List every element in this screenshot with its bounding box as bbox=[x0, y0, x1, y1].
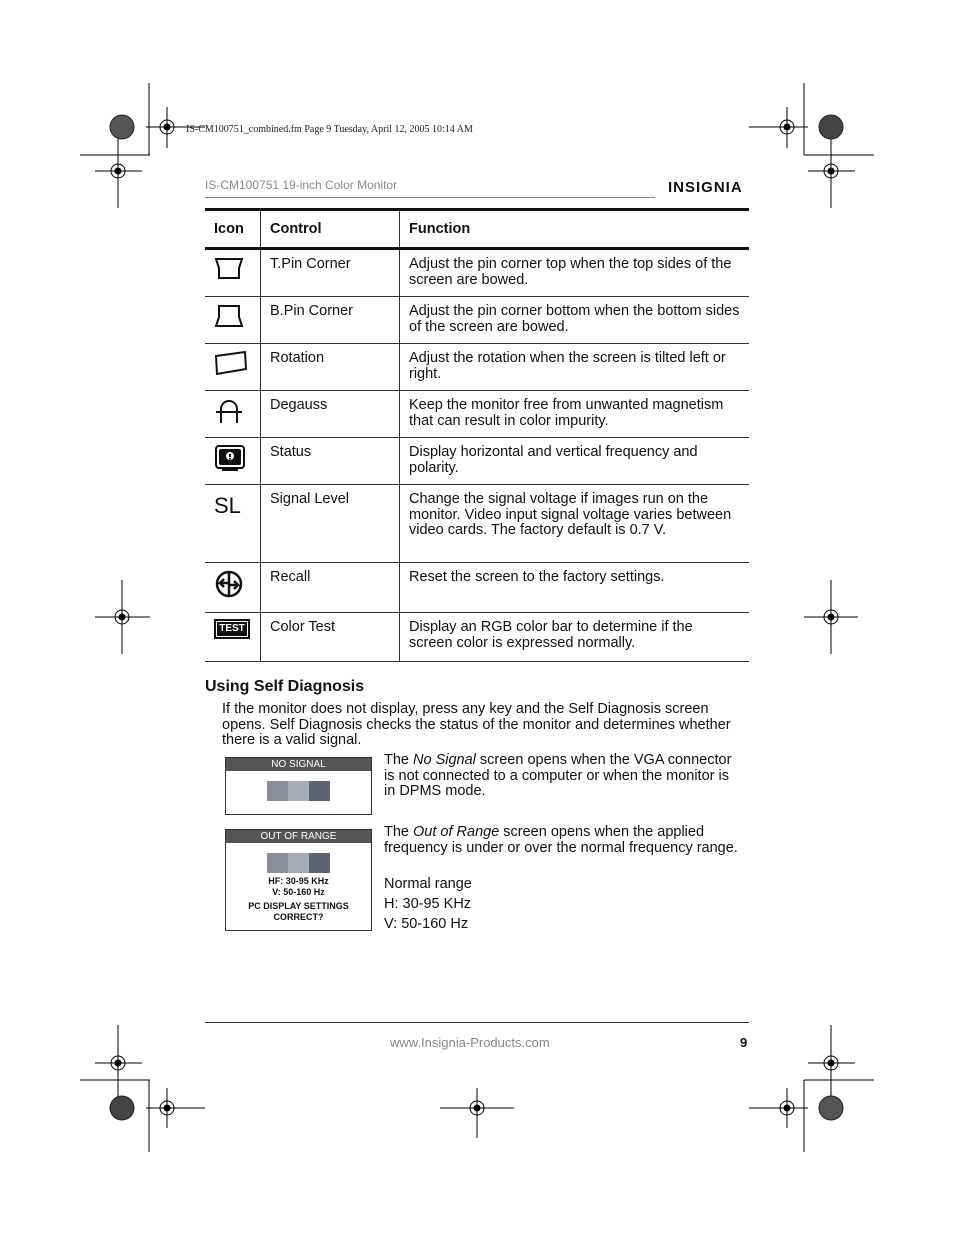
no-signal-description: The No Signal screen opens when the VGA connector is not connected to a computer or when the monitor is in DPMS mode. bbox=[384, 752, 732, 799]
signal-level-icon: SL bbox=[214, 493, 241, 518]
control-function: Keep the monitor free from unwanted magnetism that can result in color impurity. bbox=[400, 391, 750, 438]
page-number: 9 bbox=[740, 1035, 748, 1050]
screen-msg: PC DISPLAY SETTINGS bbox=[248, 901, 349, 911]
control-name: Status bbox=[261, 438, 400, 485]
control-name: B.Pin Corner bbox=[261, 297, 400, 344]
no-signal-title: NO SIGNAL bbox=[226, 758, 371, 771]
section-heading: Using Self Diagnosis bbox=[205, 678, 365, 695]
table-row bbox=[205, 344, 749, 391]
header-rule bbox=[205, 197, 655, 198]
table-row bbox=[205, 297, 749, 344]
table-header-row bbox=[205, 210, 749, 249]
control-name: Signal Level bbox=[261, 485, 400, 563]
screen-v: V: 50-160 Hz bbox=[272, 887, 325, 897]
icon-cell bbox=[205, 391, 261, 438]
screen-msg: CORRECT? bbox=[273, 912, 324, 922]
control-name: Degauss bbox=[261, 391, 400, 438]
table-row bbox=[205, 438, 749, 485]
control-function: Adjust the pin corner top when the top sides of the screen are bowed. bbox=[400, 249, 750, 297]
out-of-range-screen bbox=[225, 829, 372, 931]
bottom-pin-corner-icon bbox=[214, 303, 244, 329]
control-function: Reset the screen to the factory settings. bbox=[400, 563, 750, 613]
intro-paragraph: If the monitor does not display, press any key and the Self Diagnosis screen opens. Self Diagnosis checks the status of the monitor and determines whether there is a valid signal. bbox=[222, 701, 731, 748]
h-range: H: 30-95 KHz bbox=[384, 896, 472, 912]
insignia-logo: INSIGNIA bbox=[668, 179, 743, 196]
control-function: Display horizontal and vertical frequency and polarity. bbox=[400, 438, 750, 485]
color-bars bbox=[226, 853, 371, 873]
color-test-icon: TEST bbox=[214, 619, 250, 639]
footer-rule bbox=[205, 1022, 749, 1023]
normal-range-label: Normal range bbox=[384, 876, 472, 892]
control-function: Display an RGB color bar to determine if the screen color is expressed normally. bbox=[400, 613, 750, 662]
icon-cell bbox=[205, 613, 261, 662]
icon-cell bbox=[205, 485, 261, 563]
degauss-icon bbox=[214, 397, 244, 425]
control-name: Color Test bbox=[261, 613, 400, 662]
rotation-icon bbox=[214, 350, 248, 376]
table-row bbox=[205, 563, 749, 613]
control-function: Adjust the pin corner bottom when the bottom sides of the screen are bowed. bbox=[400, 297, 750, 344]
header-icon: Icon bbox=[205, 210, 261, 249]
status-icon bbox=[214, 444, 246, 472]
control-name: Recall bbox=[261, 563, 400, 613]
control-function: Adjust the rotation when the screen is tilted left or right. bbox=[400, 344, 750, 391]
control-function: Change the signal voltage if images run on the monitor. Video input signal voltage varies between video cards. The factory default is 0.7 V. bbox=[400, 485, 750, 563]
printer-slug-line: IS-CM100751_combined.fm Page 9 Tuesday, April 12, 2005 10:14 AM bbox=[186, 124, 473, 135]
out-of-range-title: OUT OF RANGE bbox=[226, 830, 371, 843]
icon-cell bbox=[205, 438, 261, 485]
header-control: Control bbox=[261, 210, 400, 249]
table-row bbox=[205, 391, 749, 438]
top-pin-corner-icon bbox=[214, 256, 244, 282]
control-name: T.Pin Corner bbox=[261, 249, 400, 297]
icon-cell bbox=[205, 563, 261, 613]
recall-icon bbox=[214, 569, 244, 599]
screen-hf: HF: 30-95 KHz bbox=[268, 876, 329, 886]
no-signal-screen bbox=[225, 757, 372, 815]
table-row bbox=[205, 485, 749, 563]
header-function: Function bbox=[400, 210, 750, 249]
icon-cell bbox=[205, 344, 261, 391]
v-range: V: 50-160 Hz bbox=[384, 916, 469, 932]
running-header-title: IS-CM100751 19-inch Color Monitor bbox=[205, 178, 398, 192]
icon-cell bbox=[205, 249, 261, 297]
footer-url: www.Insignia-Products.com bbox=[390, 1035, 550, 1050]
table-row bbox=[205, 613, 749, 662]
controls-table bbox=[205, 208, 749, 662]
color-bars bbox=[226, 781, 371, 801]
table-row bbox=[205, 249, 749, 297]
icon-cell bbox=[205, 297, 261, 344]
out-of-range-description: The Out of Range screen opens when the applied frequency is under or over the normal frequency range. bbox=[384, 824, 738, 856]
control-name: Rotation bbox=[261, 344, 400, 391]
